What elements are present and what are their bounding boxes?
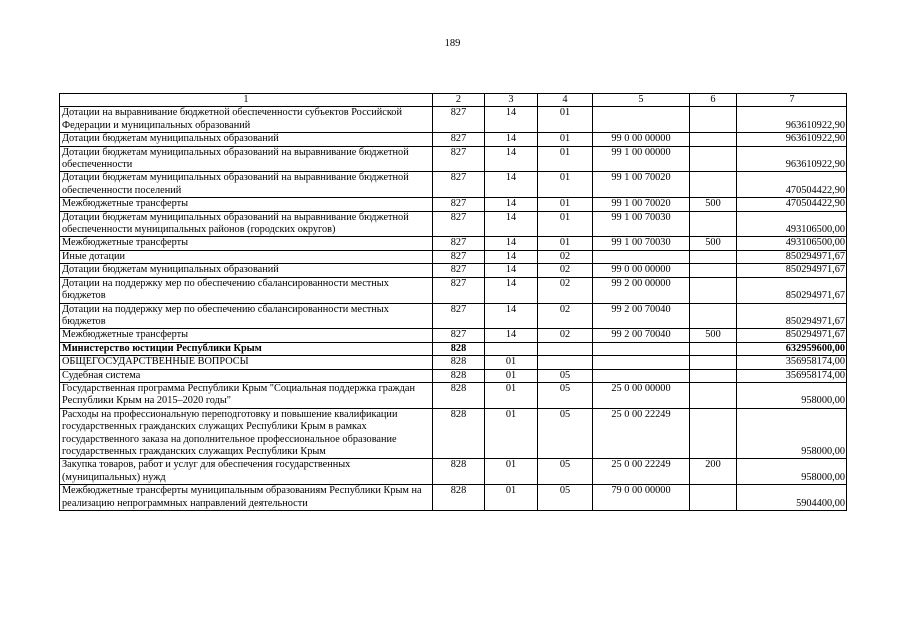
amount-cell: 632959600,00 <box>737 342 847 355</box>
target-article-cell <box>593 250 690 263</box>
amount-cell: 356958174,00 <box>737 369 847 382</box>
table-row <box>60 264 847 277</box>
name-cell: ОБЩЕГОСУДАРСТВЕННЫЕ ВОПРОСЫ <box>60 356 433 369</box>
name-cell: Расходы на профессиональную переподготовку и повышение квалификации государственных гражданских служащих Республики Крым в рамках государственного заказа на дополнительное профессиональное образование государственных гражданских служащих Республики Крым <box>60 408 433 459</box>
table-row <box>60 146 847 172</box>
expense-type-cell <box>690 408 737 459</box>
amount-cell: 356958174,00 <box>737 356 847 369</box>
subsection-cell: 01 <box>538 237 593 250</box>
subsection-cell: 02 <box>538 250 593 263</box>
table-row <box>60 133 847 146</box>
header-cell: 6 <box>690 94 737 107</box>
amount-cell: 470504422,90 <box>737 198 847 211</box>
subsection-cell: 01 <box>538 133 593 146</box>
table-row <box>60 408 847 459</box>
target-article-cell: 99 1 00 70020 <box>593 172 690 198</box>
amount-cell: 963610922,90 <box>737 133 847 146</box>
target-article-cell: 25 0 00 22249 <box>593 459 690 485</box>
amount-cell: 493106500,00 <box>737 211 847 237</box>
header-cell: 7 <box>737 94 847 107</box>
target-article-cell: 99 1 00 70020 <box>593 198 690 211</box>
expense-type-cell <box>690 342 737 355</box>
section-cell: 14 <box>485 250 538 263</box>
target-article-cell: 25 0 00 22249 <box>593 408 690 459</box>
section-cell: 14 <box>485 146 538 172</box>
table-row <box>60 237 847 250</box>
section-cell <box>485 342 538 355</box>
expense-type-cell <box>690 356 737 369</box>
name-cell: Дотации бюджетам муниципальных образований <box>60 133 433 146</box>
section-cell: 14 <box>485 172 538 198</box>
subsection-cell: 02 <box>538 277 593 303</box>
budget-table <box>59 93 847 511</box>
target-article-cell: 79 0 00 00000 <box>593 485 690 511</box>
table-row <box>60 107 847 133</box>
expense-type-cell <box>690 107 737 133</box>
expense-type-cell: 500 <box>690 198 737 211</box>
name-cell: Межбюджетные трансферты <box>60 198 433 211</box>
table-row <box>60 459 847 485</box>
expense-type-cell <box>690 485 737 511</box>
table-row <box>60 303 847 329</box>
table-row <box>60 369 847 382</box>
amount-cell: 850294971,67 <box>737 329 847 342</box>
name-cell: Дотации бюджетам муниципальных образований на выравнивание бюджетной обеспеченности поселений <box>60 172 433 198</box>
ministry-code-cell: 827 <box>433 107 485 133</box>
table-row <box>60 211 847 237</box>
header-cell: 2 <box>433 94 485 107</box>
amount-cell: 5904400,00 <box>737 485 847 511</box>
target-article-cell <box>593 107 690 133</box>
table-row <box>60 277 847 303</box>
name-cell: Дотации бюджетам муниципальных образований на выравнивание бюджетной обеспеченности муниципальных районов (городских округов) <box>60 211 433 237</box>
name-cell: Дотации на поддержку мер по обеспечению сбалансированности местных бюджетов <box>60 303 433 329</box>
name-cell: Министерство юстиции Республики Крым <box>60 342 433 355</box>
ministry-code-cell: 827 <box>433 237 485 250</box>
target-article-cell: 99 1 00 70030 <box>593 237 690 250</box>
expense-type-cell <box>690 172 737 198</box>
target-article-cell: 99 1 00 70030 <box>593 211 690 237</box>
expense-type-cell: 500 <box>690 329 737 342</box>
section-cell: 01 <box>485 356 538 369</box>
subsection-cell: 01 <box>538 198 593 211</box>
name-cell: Дотации на поддержку мер по обеспечению сбалансированности местных бюджетов <box>60 277 433 303</box>
target-article-cell: 99 2 00 70040 <box>593 329 690 342</box>
section-cell: 01 <box>485 369 538 382</box>
target-article-cell <box>593 369 690 382</box>
amount-cell: 958000,00 <box>737 382 847 408</box>
page-number: 189 <box>444 38 461 49</box>
amount-cell: 470504422,90 <box>737 172 847 198</box>
section-cell: 14 <box>485 277 538 303</box>
header-cell: 3 <box>485 94 538 107</box>
subsection-cell: 02 <box>538 329 593 342</box>
expense-type-cell <box>690 264 737 277</box>
amount-cell: 958000,00 <box>737 408 847 459</box>
ministry-code-cell: 828 <box>433 356 485 369</box>
name-cell: Дотации бюджетам муниципальных образований <box>60 264 433 277</box>
amount-cell: 963610922,90 <box>737 107 847 133</box>
target-article-cell: 99 2 00 70040 <box>593 303 690 329</box>
section-cell: 01 <box>485 459 538 485</box>
section-cell: 14 <box>485 198 538 211</box>
name-cell: Иные дотации <box>60 250 433 263</box>
subsection-cell <box>538 342 593 355</box>
target-article-cell: 99 0 00 00000 <box>593 264 690 277</box>
expense-type-cell <box>690 133 737 146</box>
subsection-cell: 01 <box>538 146 593 172</box>
section-cell: 01 <box>485 382 538 408</box>
amount-cell: 850294971,67 <box>737 277 847 303</box>
expense-type-cell <box>690 250 737 263</box>
ministry-code-cell: 827 <box>433 303 485 329</box>
subsection-cell <box>538 356 593 369</box>
ministry-code-cell: 828 <box>433 459 485 485</box>
ministry-code-cell: 827 <box>433 133 485 146</box>
expense-type-cell: 500 <box>690 237 737 250</box>
expense-type-cell <box>690 146 737 172</box>
target-article-cell <box>593 356 690 369</box>
ministry-code-cell: 827 <box>433 264 485 277</box>
name-cell: Дотации на выравнивание бюджетной обеспеченности субъектов Российской Федерации и муниципальных образований <box>60 107 433 133</box>
amount-cell: 850294971,67 <box>737 250 847 263</box>
header-cell: 4 <box>538 94 593 107</box>
subsection-cell: 01 <box>538 211 593 237</box>
subsection-cell: 05 <box>538 459 593 485</box>
name-cell: Межбюджетные трансферты <box>60 237 433 250</box>
subsection-cell: 01 <box>538 107 593 133</box>
amount-cell: 958000,00 <box>737 459 847 485</box>
header-cell: 5 <box>593 94 690 107</box>
section-cell: 14 <box>485 303 538 329</box>
table-row <box>60 250 847 263</box>
section-cell: 14 <box>485 211 538 237</box>
table-row <box>60 329 847 342</box>
table-row <box>60 198 847 211</box>
table-row <box>60 485 847 511</box>
expense-type-cell <box>690 211 737 237</box>
target-article-cell: 99 1 00 00000 <box>593 146 690 172</box>
section-cell: 14 <box>485 329 538 342</box>
table-row <box>60 342 847 355</box>
ministry-code-cell: 827 <box>433 211 485 237</box>
name-cell: Межбюджетные трансферты <box>60 329 433 342</box>
name-cell: Государственная программа Республики Крым "Социальная поддержка граждан Республики Крым на 2015–2020 годы" <box>60 382 433 408</box>
target-article-cell: 99 2 00 00000 <box>593 277 690 303</box>
expense-type-cell <box>690 303 737 329</box>
ministry-code-cell: 828 <box>433 342 485 355</box>
ministry-code-cell: 828 <box>433 408 485 459</box>
target-article-cell: 99 0 00 00000 <box>593 133 690 146</box>
expense-type-cell <box>690 369 737 382</box>
table-header-row <box>60 94 847 107</box>
ministry-code-cell: 827 <box>433 172 485 198</box>
section-cell: 14 <box>485 264 538 277</box>
subsection-cell: 05 <box>538 369 593 382</box>
name-cell: Судебная система <box>60 369 433 382</box>
section-cell: 14 <box>485 107 538 133</box>
amount-cell: 963610922,90 <box>737 146 847 172</box>
amount-cell: 493106500,00 <box>737 237 847 250</box>
subsection-cell: 01 <box>538 172 593 198</box>
subsection-cell: 02 <box>538 303 593 329</box>
ministry-code-cell: 828 <box>433 485 485 511</box>
subsection-cell: 05 <box>538 485 593 511</box>
section-cell: 01 <box>485 408 538 459</box>
amount-cell: 850294971,67 <box>737 264 847 277</box>
target-article-cell <box>593 342 690 355</box>
ministry-code-cell: 827 <box>433 329 485 342</box>
target-article-cell: 25 0 00 00000 <box>593 382 690 408</box>
ministry-code-cell: 827 <box>433 146 485 172</box>
subsection-cell: 02 <box>538 264 593 277</box>
expense-type-cell <box>690 277 737 303</box>
header-cell: 1 <box>60 94 433 107</box>
amount-cell: 850294971,67 <box>737 303 847 329</box>
table-row <box>60 356 847 369</box>
section-cell: 14 <box>485 133 538 146</box>
name-cell: Межбюджетные трансферты муниципальным образованиям Республики Крым на реализацию непрограммных направлений деятельности <box>60 485 433 511</box>
table-row <box>60 382 847 408</box>
subsection-cell: 05 <box>538 382 593 408</box>
section-cell: 14 <box>485 237 538 250</box>
ministry-code-cell: 827 <box>433 250 485 263</box>
subsection-cell: 05 <box>538 408 593 459</box>
ministry-code-cell: 827 <box>433 198 485 211</box>
expense-type-cell: 200 <box>690 459 737 485</box>
expense-type-cell <box>690 382 737 408</box>
table-row <box>60 172 847 198</box>
name-cell: Закупка товаров, работ и услуг для обеспечения государственных (муниципальных) нужд <box>60 459 433 485</box>
ministry-code-cell: 828 <box>433 382 485 408</box>
ministry-code-cell: 827 <box>433 277 485 303</box>
name-cell: Дотации бюджетам муниципальных образований на выравнивание бюджетной обеспеченности <box>60 146 433 172</box>
section-cell: 01 <box>485 485 538 511</box>
ministry-code-cell: 828 <box>433 369 485 382</box>
